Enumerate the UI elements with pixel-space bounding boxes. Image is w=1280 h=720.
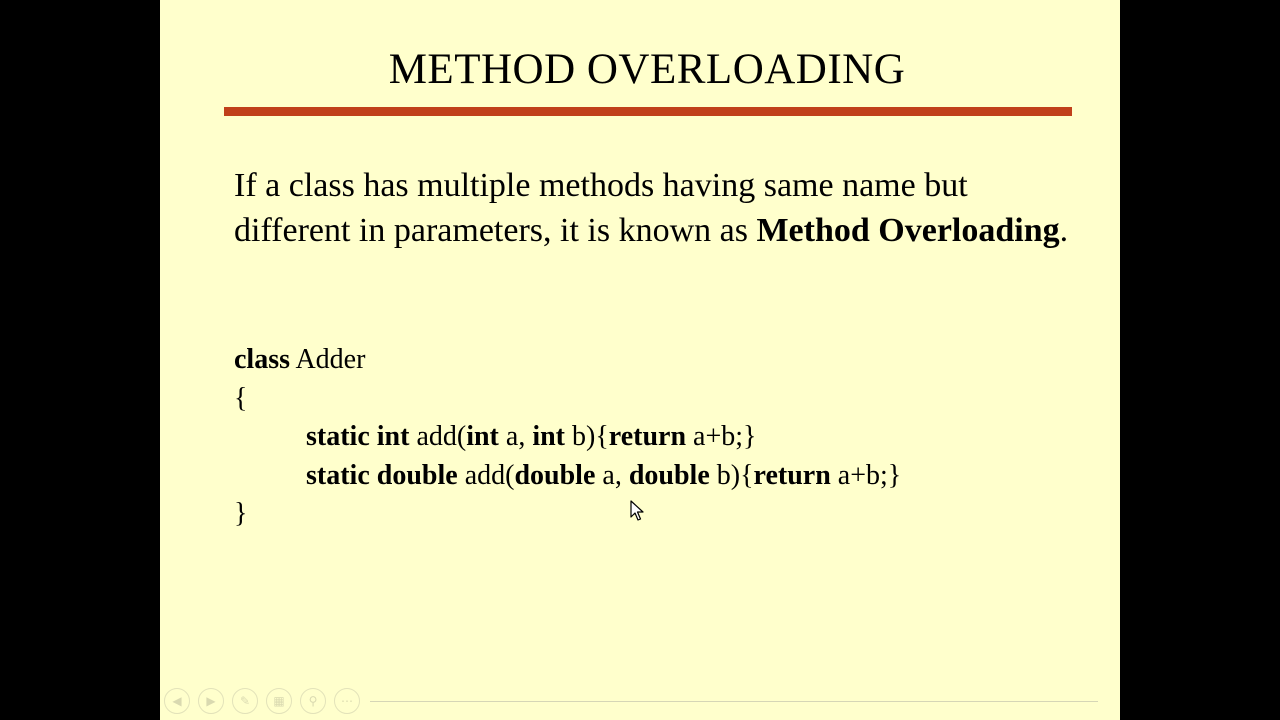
mouse-cursor-icon: [630, 500, 646, 522]
zoom-icon[interactable]: ⚲: [300, 688, 326, 714]
code-line-add-double: [234, 457, 1074, 496]
title-divider: [224, 107, 1072, 116]
more-icon[interactable]: ⋯: [334, 688, 360, 714]
modifier-static-int: static int: [306, 421, 410, 452]
pen-icon[interactable]: ✎: [232, 688, 258, 714]
method-name: add(: [409, 421, 467, 452]
letterbox-right: [1120, 0, 1280, 720]
modifier-static-double: static double: [306, 459, 458, 491]
code-line-add-int: [234, 418, 1074, 457]
param-type: double: [514, 459, 596, 491]
param-name: a,: [595, 459, 629, 491]
return-expression: a+b;}: [830, 459, 902, 491]
definition-paragraph: [234, 164, 1074, 253]
param-type: int: [532, 421, 566, 452]
code-line-class: [234, 341, 1074, 380]
param-name: a,: [498, 421, 533, 452]
previous-icon[interactable]: ◀: [164, 688, 190, 714]
param-name: b){: [709, 459, 754, 491]
param-type: int: [466, 421, 499, 452]
slides-icon[interactable]: ▦: [266, 688, 292, 714]
slideshow-toolbar: [164, 688, 360, 716]
class-name: Adder: [290, 344, 366, 375]
param-type: double: [628, 459, 710, 491]
code-line-open-brace: {: [234, 382, 248, 414]
keyword-return: return: [608, 421, 687, 452]
definition-term: Method Overloading: [756, 211, 1060, 249]
keyword-class: class: [234, 344, 290, 375]
code-block: [234, 341, 1074, 534]
keyword-return: return: [753, 459, 831, 491]
toolbar-divider: [370, 701, 1098, 702]
definition-period: .: [1059, 211, 1069, 249]
code-line-close-brace: }: [234, 498, 248, 529]
slide-title: METHOD OVERLOADING: [388, 46, 906, 93]
param-name: b){: [565, 421, 609, 452]
return-expression: a+b;}: [686, 421, 757, 452]
slide: [160, 0, 1120, 720]
letterbox-left: [0, 0, 160, 720]
next-icon[interactable]: ▶: [198, 688, 224, 714]
definition-text: If a class has multiple methods having same name but different in parameters, it is known as: [234, 167, 968, 249]
method-name: add(: [457, 459, 515, 491]
